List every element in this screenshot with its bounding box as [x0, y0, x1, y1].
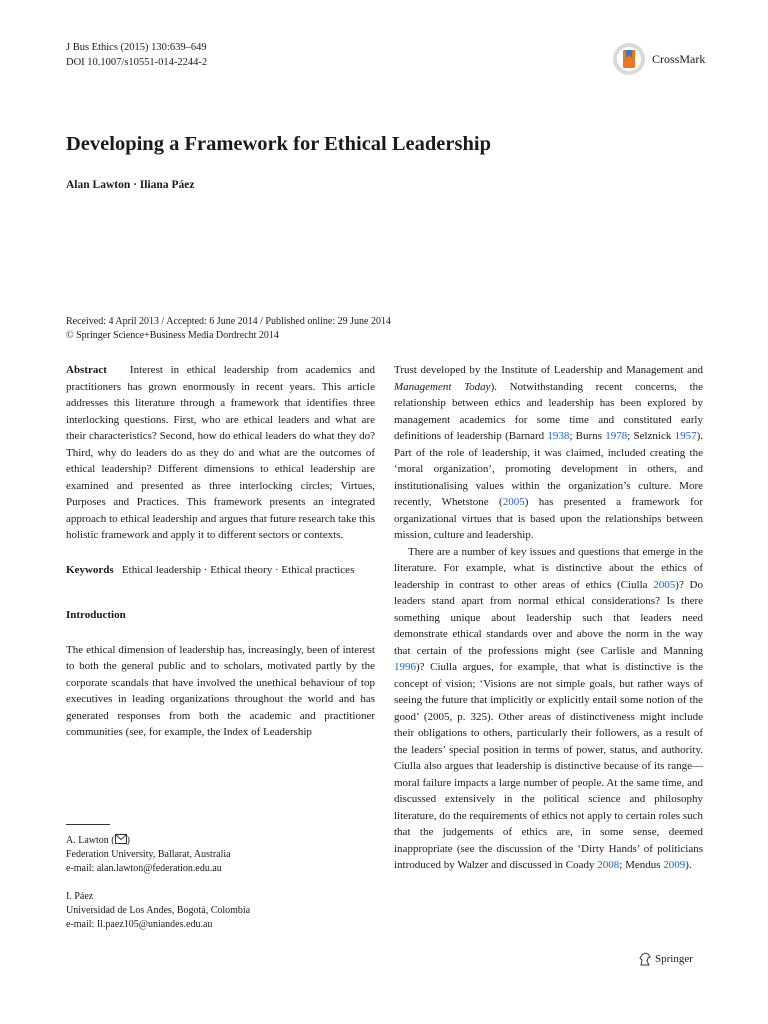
affiliation-institution-1: Federation University, Ballarat, Australia: [66, 849, 231, 860]
author-affiliations: [66, 834, 250, 932]
keywords-label: Keywords: [66, 563, 114, 576]
springer-horse-icon: [638, 952, 652, 966]
publisher-mark: [638, 952, 693, 966]
citation-link[interactable]: 1996: [394, 661, 416, 673]
abstract-label: Abstract: [66, 364, 107, 376]
paper-title: Developing a Framework for Ethical Leadership: [66, 133, 491, 155]
intro-paragraph: The ethical dimension of leadership has, increasingly, been of interest to both the general public and to scholars, motivated partly by the corporate scandals that have involved the unethical behaviour of top executives in leading organizations throughout the world and has generated responses from both the academic and practitioner communities (see, for example, the Index of Leadership: [66, 643, 375, 738]
text-run: ; Selznick: [627, 430, 675, 442]
journal-meta: [66, 40, 207, 70]
keywords-text: Ethical leadership · Ethical theory · Ethical practices: [121, 563, 355, 576]
emphasis: Management Today: [394, 380, 491, 393]
text-run: ; Burns: [569, 430, 606, 442]
crossmark-label: CrossMark: [652, 51, 706, 66]
affiliation-email-2[interactable]: e-mail: Il.paez105@uniandes.edu.au: [66, 919, 213, 930]
affiliation-author-2: I. Páez: [66, 891, 94, 902]
text-run: ; Mendus: [619, 859, 664, 871]
crossmark-icon: [612, 42, 646, 76]
citation-link[interactable]: 2005: [653, 578, 676, 591]
keywords: [66, 562, 375, 579]
doi[interactable]: DOI 10.1007/s10551-014-2244-2: [66, 57, 208, 68]
footnote-divider: [66, 824, 110, 825]
text-run: )? Do leaders stand apart from normal ethical considerations? Is there something unique about leadership such that leaders need demonstrate ethical standards over and above the norm in the way that certain of the professions might (see Carlisle and Manning: [394, 578, 704, 657]
citation-link[interactable]: 1957: [674, 430, 697, 442]
publisher-name: Springer: [655, 953, 693, 965]
history-dates: Received: 4 April 2013 / Accepted: 6 June 2014 / Published online: 29 June 2014: [66, 316, 391, 327]
citation-link[interactable]: 1938: [547, 430, 570, 442]
text-run: ). Part of the role of leadership, it was claimed, included creating the ‘moral organization’, promoting development in others, and institutionalising values within the organization’s culture. More recently, Whetstone (: [394, 430, 704, 508]
citation-link[interactable]: 1978: [605, 430, 628, 442]
citation-link[interactable]: 2009: [663, 859, 686, 871]
section-heading-introduction: Introduction: [66, 609, 126, 621]
citation-link[interactable]: 2005: [502, 496, 525, 508]
abstract-text: Interest in ethical leadership from academics and practitioners has grown enormously in recent years. This article addresses this literature through a framework that identifies three interlocking questions. First, who are ethical leaders and what are their characteristics? Second, how do ethical leaders do what they do? Third, why do leaders do as they do and what are the outcomes of ethical leadership? Different dimensions to ethical leadership are examined and presented as three interlocking circles; Virtues, Purposes and Practices. This framework presents an integrated approach to ethical leadership and argues that future research take this holistic framework and apply it to different sectors or contexts.: [66, 364, 375, 541]
abstract: [66, 362, 375, 544]
copyright-line: © Springer Science+Business Media Dordrecht 2014: [66, 330, 279, 341]
text-run: Trust developed by the Institute of Leadership and Management and: [394, 364, 703, 376]
envelope-icon[interactable]: [115, 834, 127, 844]
affiliation-author-1: [66, 834, 250, 848]
affiliation-institution-2: Universidad de Los Andes, Bogotá, Colombia: [66, 905, 251, 916]
text-run: ).: [685, 859, 692, 871]
text-run: There are a number of key issues and questions that emerge in the literature. For example, what is distinctive about the ethics of leadership in contrast to other areas of ethics (Ciulla: [394, 545, 703, 591]
citation-link[interactable]: 2008: [597, 859, 620, 871]
text-run: ). Notwithstanding recent concerns, the relationship between ethics and leadership has been explored by management academics for some time and constituted early definitions of leadership (Barnard: [394, 380, 704, 442]
text-run: ): [126, 835, 130, 846]
text-run: ) has presented a framework for organizational virtues that is based upon the relationships between mission, culture and leadership.: [394, 496, 704, 541]
author-list: Alan Lawton · Iliana Páez: [66, 179, 195, 191]
author-name: A. Lawton (: [66, 835, 115, 846]
left-column: [66, 362, 375, 741]
publication-history: [66, 315, 391, 343]
right-column: [394, 362, 703, 874]
journal-citation: J Bus Ethics (2015) 130:639–649: [66, 42, 207, 53]
text-run: )? Ciulla argues, for example, that what is distinctive is the concept of vision; ‘Visions are not simple goals, but rather ways of seeing the future that implicitly or explicitly entail some notion of the good’ (2005, p. 325). Other areas of distinctiveness might include their obligations to others, particularly their followers, as a result of the leaders’ special position in terms of power, status, and authority. Ciulla also argues that leadership is distinctive because of its range—moral failure impacts a large number of people. At the same time, and discussed extensively in the political science and philosophy literature, do the requirements of ethics not apply to certain roles such that the judgements of ethics are, in some sense, deemed inappropriate (see the discussion of the ‘Dirty Hands’ of politicians introduced by Walzer and discussed in Coady: [394, 661, 703, 871]
right-paragraph-1: [394, 362, 703, 544]
crossmark-badge[interactable]: [612, 42, 705, 76]
affiliation-email-1[interactable]: e-mail: alan.lawton@federation.edu.au: [66, 863, 222, 874]
right-paragraph-2: [394, 544, 703, 874]
